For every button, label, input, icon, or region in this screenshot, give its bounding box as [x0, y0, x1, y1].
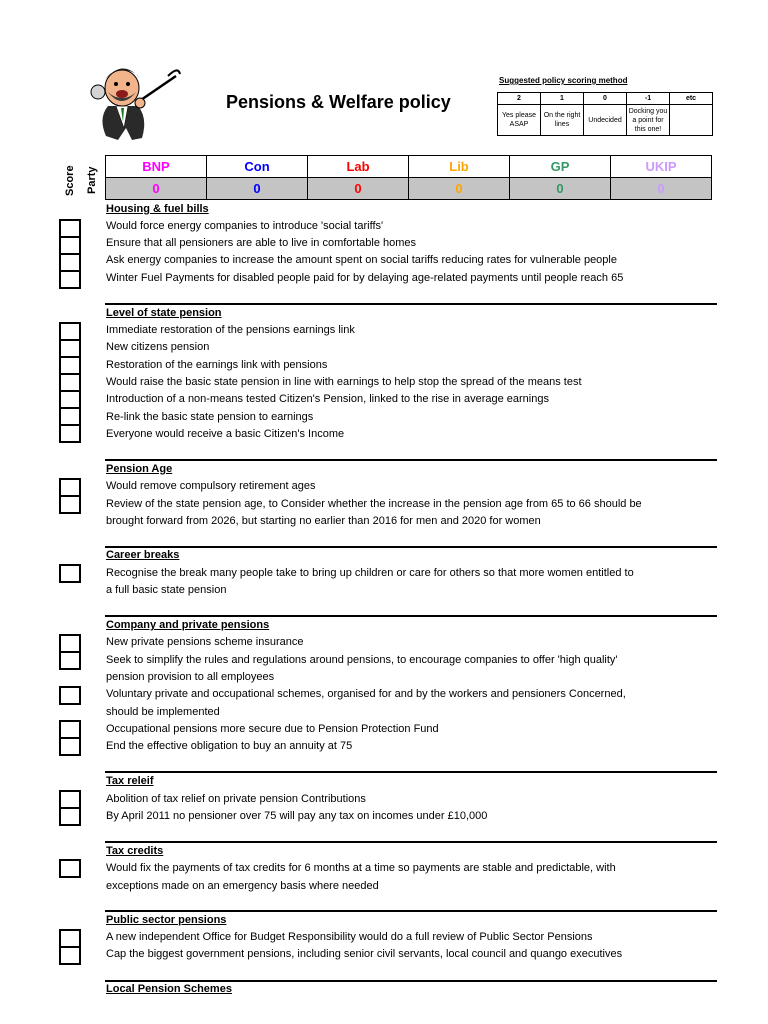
- section-divider: [105, 615, 717, 617]
- section-divider: [105, 546, 717, 548]
- section-title: Company and private pensions: [106, 619, 270, 631]
- party-name: Con: [207, 156, 308, 178]
- score-checkbox[interactable]: [59, 807, 81, 826]
- score-description: On the right lines: [541, 105, 584, 136]
- policy-line: Winter Fuel Payments for disabled people paid for by delaying age-related payments until people reach 65: [106, 272, 624, 284]
- policy-line: Seek to simplify the rules and regulations around pensions, to encourage companies to offer 'high quality': [106, 654, 618, 666]
- policy-line: Would raise the basic state pension in line with earnings to help stop the spread of the means test: [106, 376, 582, 388]
- policy-line: By April 2011 no pensioner over 75 will pay any tax on incomes under £10,000: [106, 810, 488, 822]
- policy-line: Occupational pensions more secure due to Pension Protection Fund: [106, 723, 439, 735]
- party-name: GP: [510, 156, 611, 178]
- score-checkbox[interactable]: [59, 859, 81, 878]
- policy-line: brought forward from 2026, but starting no earlier than 2016 for men and 2020 for women: [106, 515, 541, 527]
- policy-line: Recognise the break many people take to bring up children or care for others so that more women entitled to: [106, 567, 634, 579]
- policy-line: Would fix the payments of tax credits for 6 months at a time so payments are stable and predictable, with: [106, 862, 616, 874]
- score-label: Score: [64, 165, 76, 196]
- score-description: Docking you a point for this one!: [627, 105, 670, 136]
- score-value: 2: [498, 93, 541, 105]
- policy-line: pension provision to all employees: [106, 671, 275, 683]
- policy-line: exceptions made on an emergency basis where needed: [106, 880, 379, 892]
- policy-line: should be implemented: [106, 706, 220, 718]
- section-title: Level of state pension: [106, 307, 222, 319]
- party-score: 0: [611, 178, 712, 200]
- score-value: 0: [584, 93, 627, 105]
- policy-line: Review of the state pension age, to Consider whether the increase in the pension age from 65 to 66 should be: [106, 498, 642, 510]
- cartoon-man-logo: [78, 58, 184, 148]
- section-title: Career breaks: [106, 549, 180, 561]
- policy-line: Cap the biggest government pensions, including senior civil servants, local council and quango executives: [106, 948, 623, 960]
- policy-line: a full basic state pension: [106, 584, 227, 596]
- policy-line: Ask energy companies to increase the amount spent on social tariffs reducing rates for vulnerable people: [106, 254, 617, 266]
- section-title: Pension Age: [106, 463, 173, 475]
- score-checkbox[interactable]: [59, 946, 81, 965]
- policy-line: Would remove compulsory retirement ages: [106, 480, 316, 492]
- page-title: Pensions & Welfare policy: [226, 92, 451, 112]
- party-score-table: [105, 155, 712, 200]
- policy-line: End the effective obligation to buy an annuity at 75: [106, 740, 353, 752]
- score-description: Yes please ASAP: [498, 105, 541, 136]
- party-score: 0: [308, 178, 409, 200]
- policy-line: Everyone would receive a basic Citizen's Income: [106, 428, 345, 440]
- section-divider: [105, 303, 717, 305]
- policy-line: Immediate restoration of the pensions earnings link: [106, 324, 355, 336]
- party-name: Lab: [308, 156, 409, 178]
- score-checkbox[interactable]: [59, 651, 81, 670]
- policy-line: Re-link the basic state pension to earnings: [106, 411, 314, 423]
- score-checkbox[interactable]: [59, 686, 81, 705]
- score-description: [670, 105, 713, 136]
- section-title: Public sector pensions: [106, 914, 227, 926]
- score-checkbox[interactable]: [59, 737, 81, 756]
- score-checkbox[interactable]: [59, 495, 81, 514]
- party-score: 0: [510, 178, 611, 200]
- party-score: 0: [409, 178, 510, 200]
- score-checkbox[interactable]: [59, 564, 81, 583]
- scoring-method-table: [497, 92, 713, 136]
- section-divider: [105, 459, 717, 461]
- scoring-method-title: Suggested policy scoring method: [499, 76, 628, 85]
- policy-line: New private pensions scheme insurance: [106, 636, 304, 648]
- score-value: 1: [541, 93, 584, 105]
- score-checkbox[interactable]: [59, 270, 81, 289]
- section-divider: [105, 980, 717, 982]
- section-title: Housing & fuel bills: [106, 203, 209, 215]
- section-title: Tax releif: [106, 775, 154, 787]
- party-name: UKIP: [611, 156, 712, 178]
- policy-line: Would force energy companies to introduce 'social tariffs': [106, 220, 384, 232]
- party-name: BNP: [106, 156, 207, 178]
- party-score: 0: [106, 178, 207, 200]
- policy-line: Restoration of the earnings link with pensions: [106, 359, 328, 371]
- policy-line: New citizens pension: [106, 341, 210, 353]
- section-title: Local Pension Schemes: [106, 983, 232, 995]
- section-divider: [105, 771, 717, 773]
- section-divider: [105, 841, 717, 843]
- score-description: Undecided: [584, 105, 627, 136]
- policy-line: A new independent Office for Budget Responsibility would do a full review of Public Sector Pensions: [106, 931, 593, 943]
- score-value: -1: [627, 93, 670, 105]
- policy-line: Introduction of a non-means tested Citizen's Pension, linked to the rise in average earnings: [106, 393, 549, 405]
- section-title: Tax credits: [106, 845, 164, 857]
- party-label: Party: [86, 166, 98, 194]
- policy-line: Abolition of tax relief on private pension Contributions: [106, 793, 366, 805]
- policy-line: Ensure that all pensioners are able to live in comfortable homes: [106, 237, 417, 249]
- score-checkbox[interactable]: [59, 424, 81, 443]
- score-value: etc: [670, 93, 713, 105]
- party-score: 0: [207, 178, 308, 200]
- party-name: Lib: [409, 156, 510, 178]
- section-divider: [105, 910, 717, 912]
- policy-line: Voluntary private and occupational schemes, organised for and by the workers and pensioners Concerned,: [106, 688, 626, 700]
